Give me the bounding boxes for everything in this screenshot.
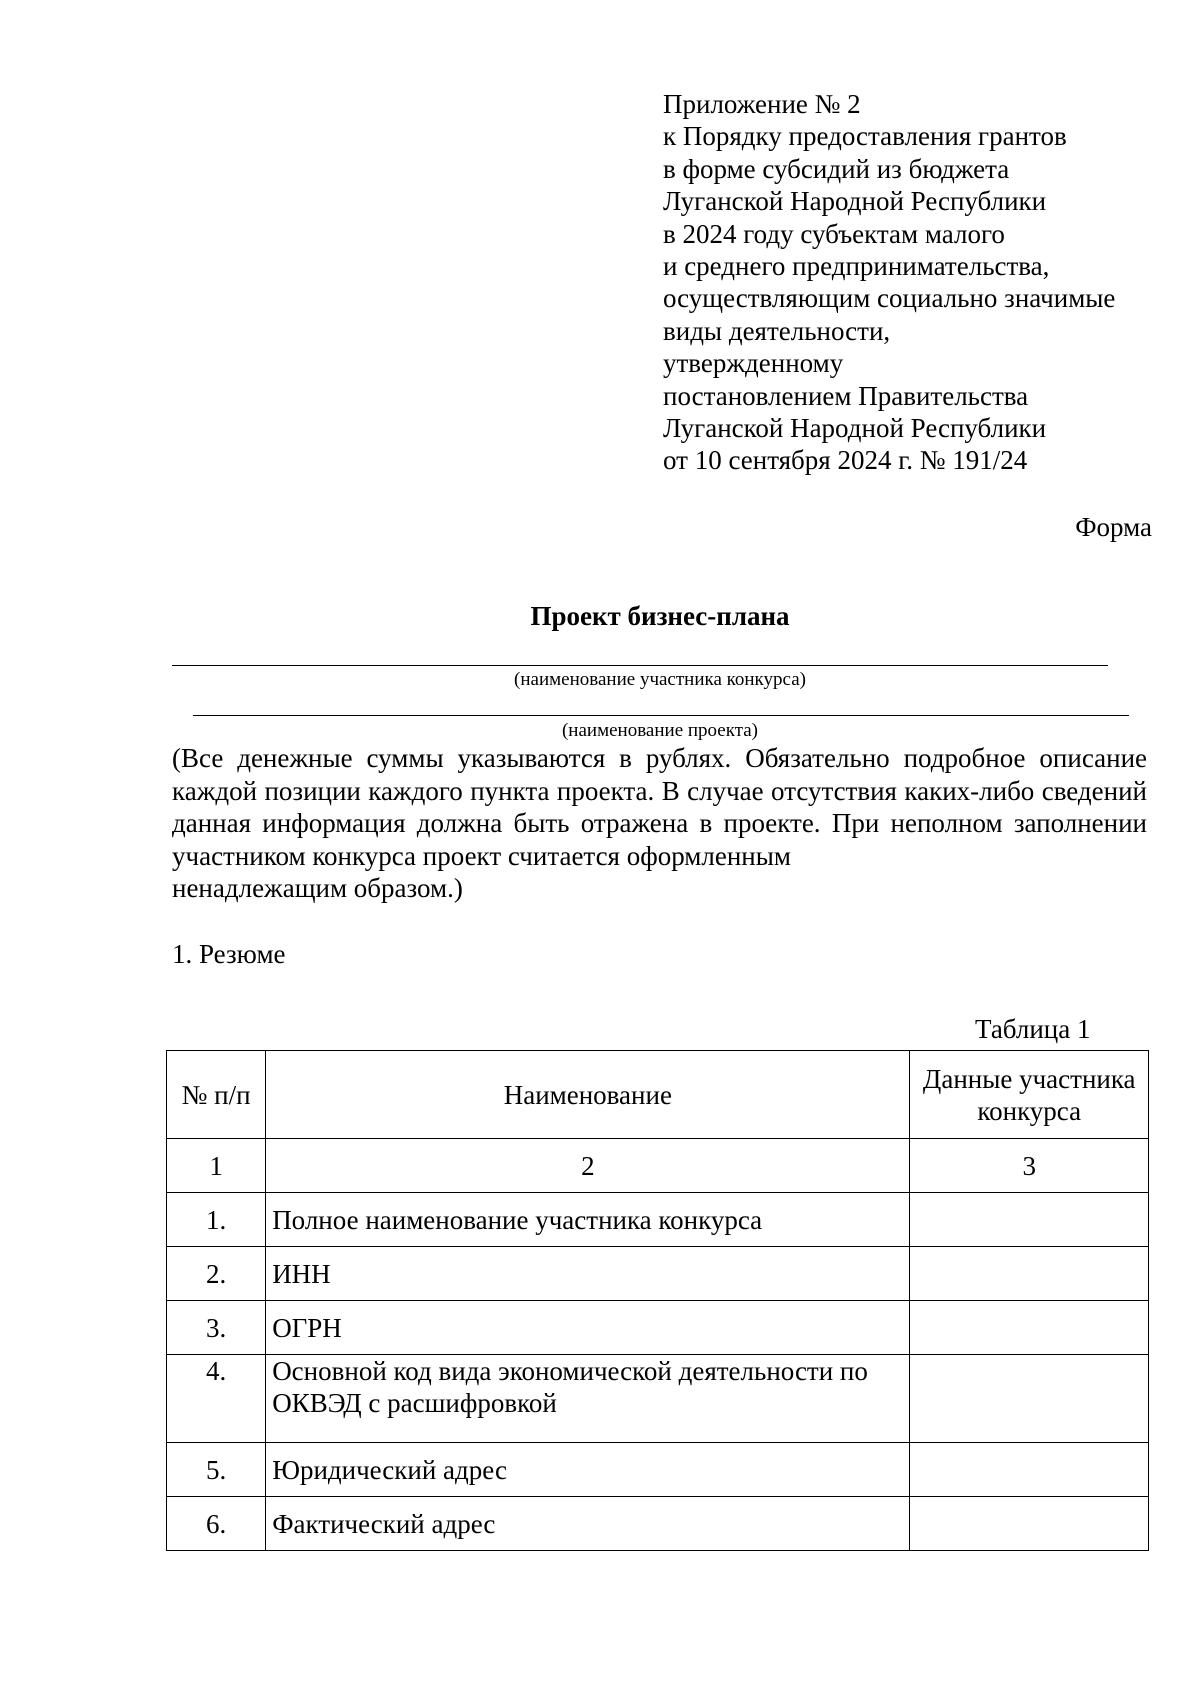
section-title: 1. Резюме [172,939,286,969]
project-name-line [193,715,1129,716]
row-name: Основной код вида экономической деятельности по ОКВЭД с расшифровкой [266,1355,910,1443]
header-number: № п/п [167,1051,266,1139]
appendix-line: в форме субсидий из бюджета [663,153,1010,184]
row-value-cell[interactable] [910,1443,1149,1497]
table-header-row [167,1051,1149,1139]
participant-caption: (наименование участника конкурса) [514,669,806,690]
summary-table [166,1050,1149,1551]
row-value-cell[interactable] [910,1497,1149,1551]
appendix-block [663,88,1183,477]
appendix-line: Луганской Народной Республики [663,186,1047,217]
row-number: 4. [167,1355,266,1443]
table-row [167,1443,1149,1497]
column-number: 2 [266,1139,910,1193]
appendix-line: постановлением Правительства [663,380,1029,411]
table-row [167,1247,1149,1301]
column-number: 1 [167,1139,266,1193]
header-participant-data: Данные участника конкурса [910,1051,1149,1139]
instructions-note [172,742,1147,905]
row-number: 3. [167,1301,266,1355]
appendix-line: виды деятельности, [663,315,891,346]
note-last-line: ненадлежащим образом.) [172,873,463,903]
row-name: ИНН [266,1247,910,1301]
row-name: Юридический адрес [266,1443,910,1497]
row-number: 5. [167,1443,266,1497]
row-name: Фактический адрес [266,1497,910,1551]
row-value-cell[interactable] [910,1301,1149,1355]
appendix-line: Приложение № 2 [663,89,861,119]
participant-name-line [172,665,1108,666]
row-number: 6. [167,1497,266,1551]
appendix-line: Луганской Народной Республики [663,413,1047,444]
table-row [167,1301,1149,1355]
column-numbers-row [167,1139,1149,1193]
note-main: (Все денежные суммы указываются в рублях. Обязательно подробное описание каждой позиции каждого пункта проекта. В случае отсутствия каких-либо сведений данная информация должна быть отражена в проекте. При неполном заполнении участником конкурса проект считается оформленным [172,743,1147,871]
appendix-line: в 2024 году субъектам малого [663,218,1005,249]
row-name: ОГРН [266,1301,910,1355]
appendix-line: к Порядку предоставления грантов [663,121,1067,152]
row-number: 1. [167,1193,266,1247]
row-value-cell[interactable] [910,1247,1149,1301]
row-value-cell[interactable] [910,1355,1149,1443]
table-row [167,1355,1149,1443]
row-number: 2. [167,1247,266,1301]
table-label: Таблица 1 [975,1014,1091,1044]
header-name: Наименование [266,1051,910,1139]
form-label: Форма [1075,512,1152,542]
table-row [167,1193,1149,1247]
appendix-line: от 10 сентября 2024 г. № 191/24 [663,445,1028,476]
appendix-line: и среднего предпринимательства, [663,251,1050,282]
project-caption: (наименование проекта) [561,720,758,741]
column-number: 3 [910,1139,1149,1193]
row-name: Полное наименование участника конкурса [266,1193,910,1247]
document-title: Проект бизнес-плана [530,601,790,631]
appendix-line: осуществляющим социально значимые [663,283,1116,314]
row-value-cell[interactable] [910,1193,1149,1247]
table-row [167,1497,1149,1551]
appendix-line: утвержденному [663,348,844,379]
